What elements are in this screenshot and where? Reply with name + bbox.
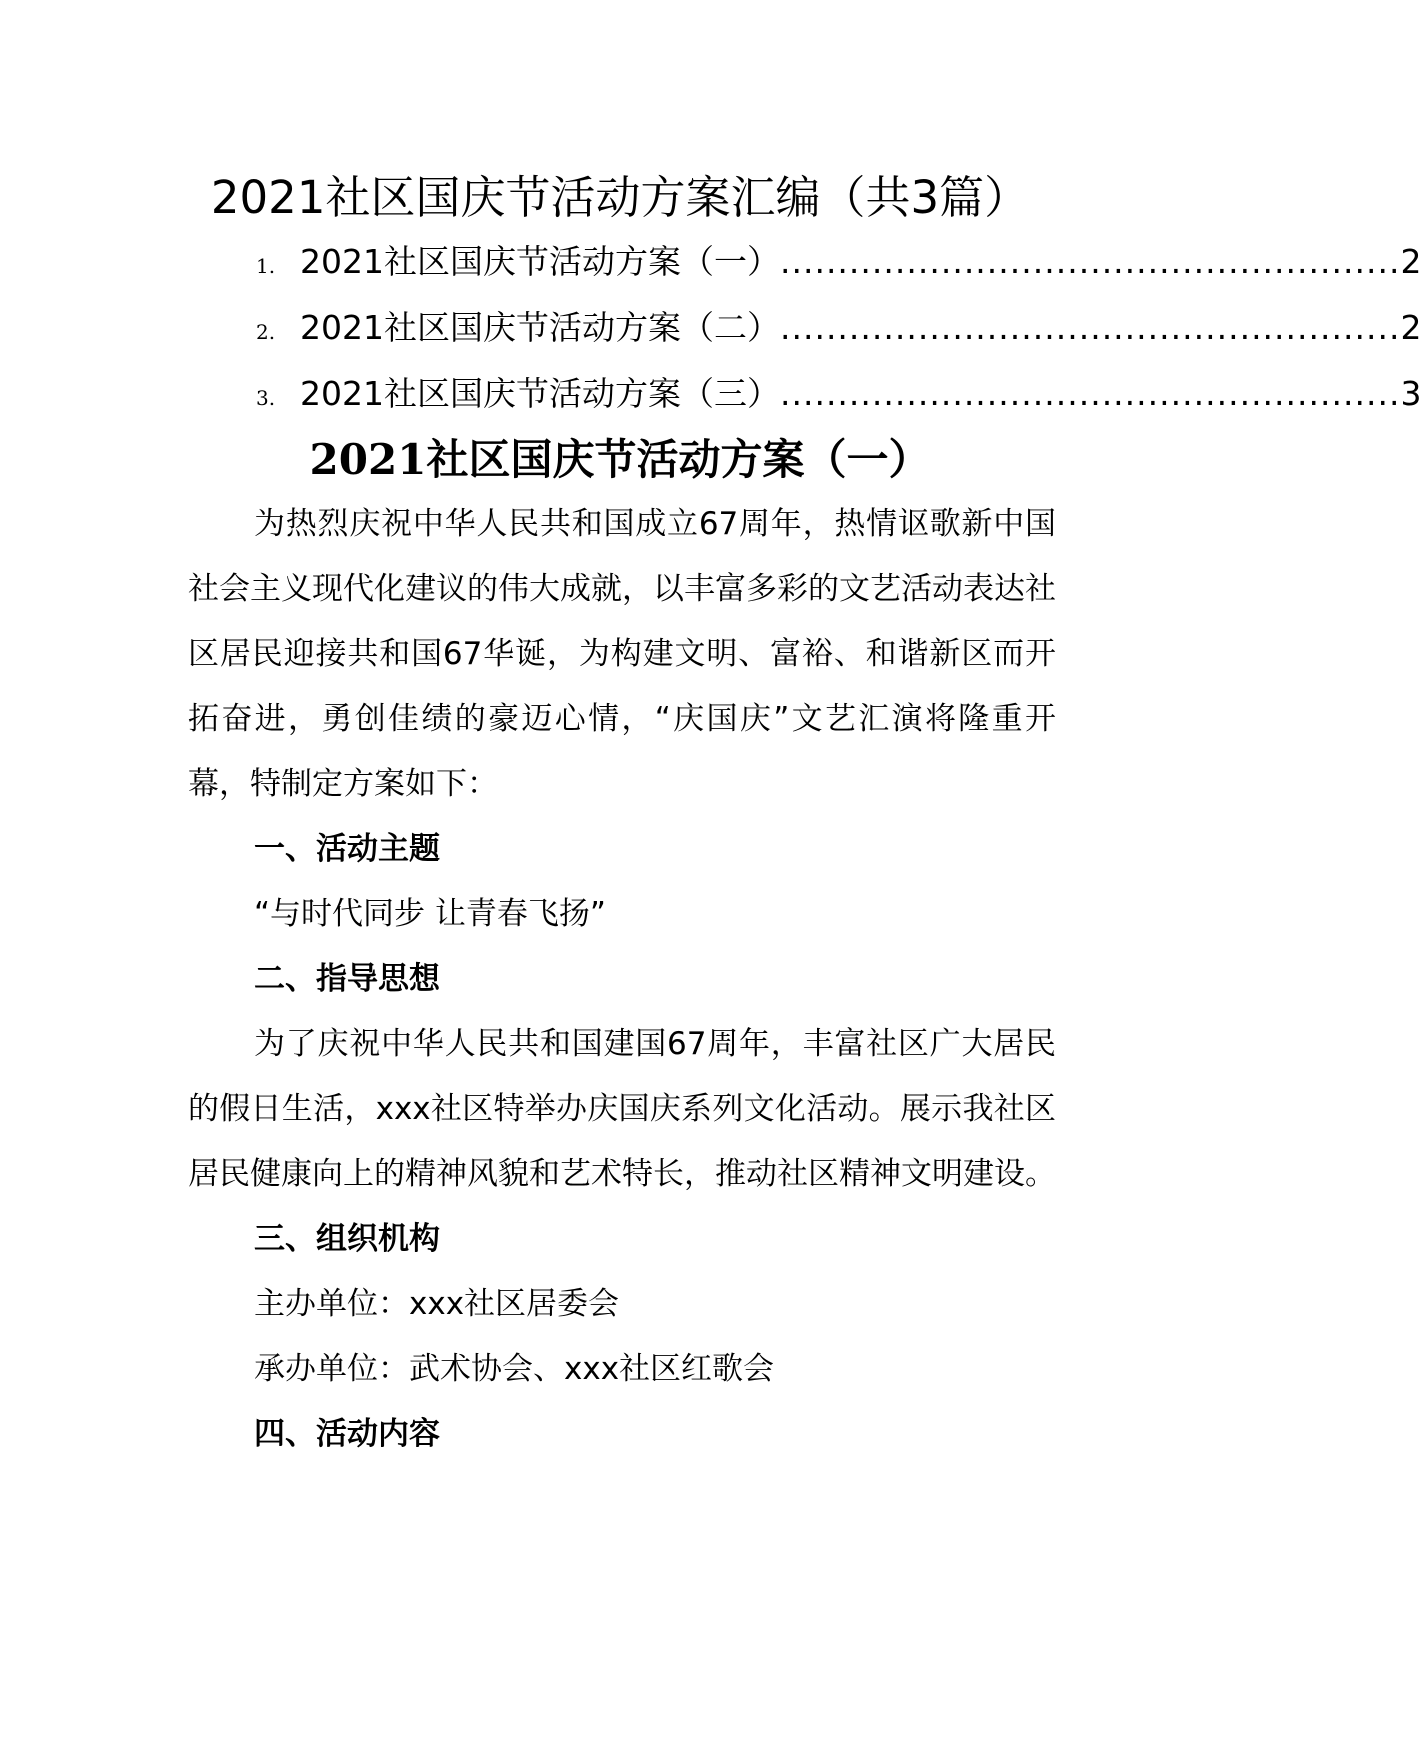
toc-entry [300, 372, 1421, 416]
heading-organization: 三、组织机构 [254, 1221, 440, 1257]
heading-activity-theme: 一、活动主题 [254, 831, 440, 867]
document-title: 2021社区国庆节活动方案汇编（共3篇） [210, 171, 1030, 224]
guiding-ideology-paragraph: 为了庆祝中华人民共和国建国67周年，丰富社区广大居民的假日生活，xxx社区特举办庆国庆系列文化活动。展示我社区居民健康向上的精神风貌和艺术特长，推动社区精神文明建设。 [188, 1026, 1056, 1192]
toc-number: 3. [256, 386, 276, 410]
toc-label: 2021社区国庆节活动方案（三） [300, 374, 780, 413]
toc-label: 2021社区国庆节活动方案（二） [300, 308, 780, 347]
toc-leader-dots: ...................................................... [779, 242, 1401, 281]
section-body [188, 492, 1056, 1467]
heading-activity-content: 四、活动内容 [254, 1416, 440, 1452]
toc-leader-dots: ...................................................... [779, 308, 1401, 347]
toc-page-number: 2 [1400, 242, 1421, 281]
host-unit-text: 主办单位：xxx社区居委会 [254, 1286, 620, 1322]
toc-entry [300, 240, 1421, 284]
toc-label: 2021社区国庆节活动方案（一） [300, 242, 780, 281]
toc-entry [300, 306, 1421, 350]
intro-paragraph: 为热烈庆祝中华人民共和国成立67周年，热情讴歌新中国社会主义现代化建议的伟大成就，以丰富多彩的文艺活动表达社区居民迎接共和国67华诞，为构建文明、富裕、和谐新区而开拓奋进，勇创佳绩的豪迈心情，“庆国庆”文艺汇演将隆重开幕，特制定方案如下： [188, 506, 1056, 802]
table-of-contents [256, 240, 1421, 438]
toc-number: 2. [256, 320, 276, 344]
toc-page-number: 2 [1400, 308, 1421, 347]
toc-page-number: 3 [1400, 374, 1421, 413]
organizer-unit-text: 承办单位：武术协会、xxx社区红歌会 [254, 1351, 775, 1387]
toc-item[interactable] [256, 306, 1421, 372]
toc-item[interactable] [256, 372, 1421, 438]
toc-leader-dots: ...................................................... [779, 374, 1401, 413]
section-title: 2021社区国庆节活动方案（一） [309, 435, 931, 484]
toc-number: 1. [256, 254, 276, 278]
toc-item[interactable] [256, 240, 1421, 306]
activity-theme-text: “与时代同步 让青春飞扬” [254, 896, 606, 932]
heading-guiding-ideology: 二、指导思想 [254, 961, 440, 997]
